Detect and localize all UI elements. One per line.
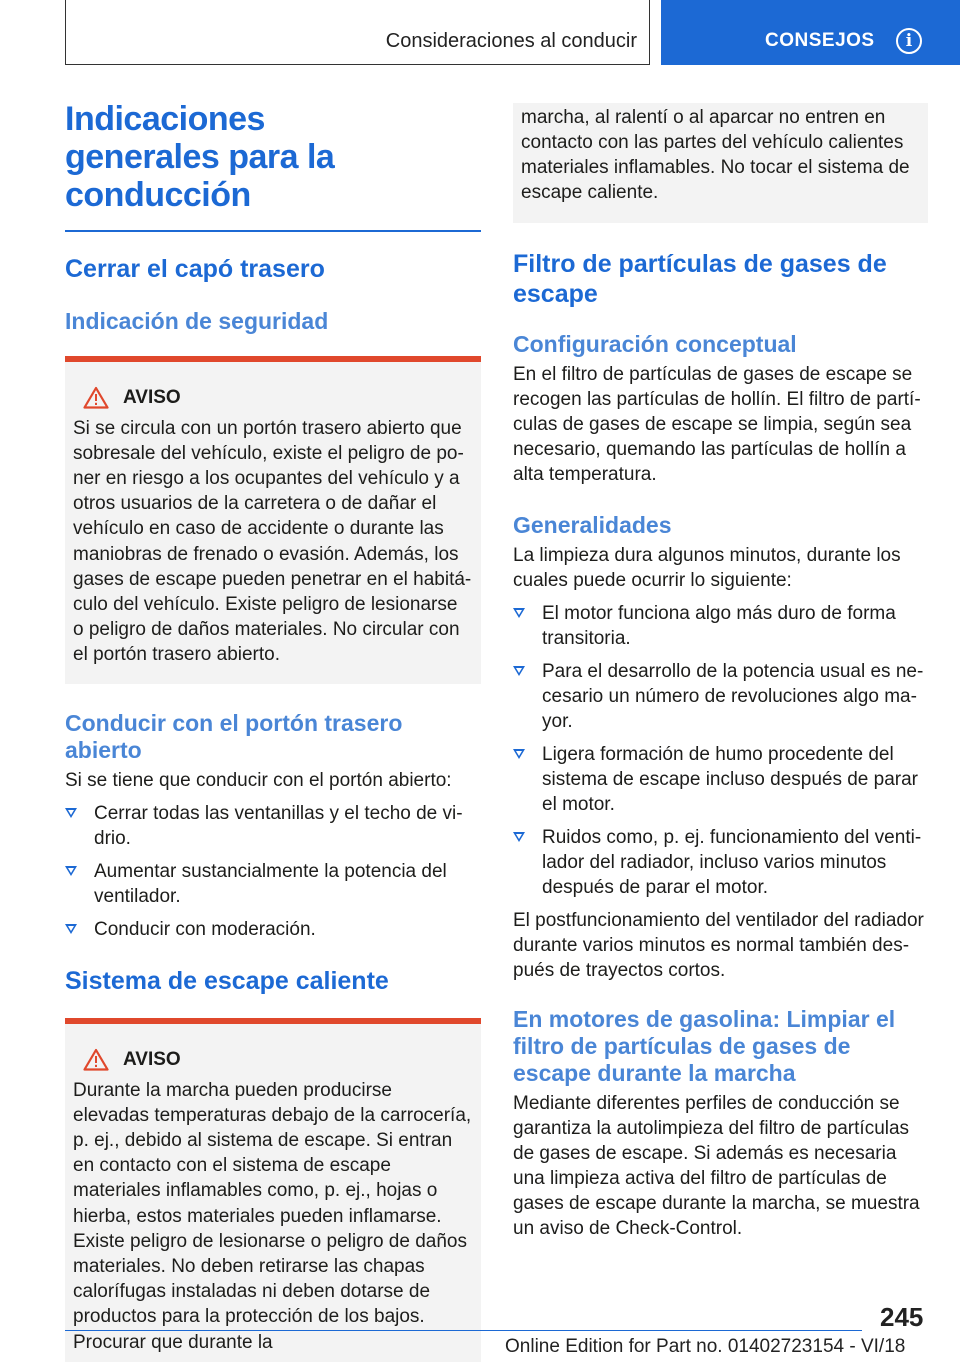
- warning-header: [83, 1048, 473, 1072]
- triangle-bullet-icon: [513, 608, 525, 618]
- warning-box-continued: [513, 103, 928, 223]
- list-item: El motor funciona algo más duro de forma transitoria.: [513, 601, 928, 651]
- heading-indicacion-seguridad: Indicación de seguridad: [65, 307, 329, 334]
- heading-motores-gasolina: En motores de gasolina: Limpiar el filtro de partículas de gases de escape durante la marcha: [513, 1006, 896, 1086]
- list-item: Para el desarrollo de la potencia usual es necesario un número de revoluciones algo mayor.: [513, 659, 928, 734]
- triangle-bullet-icon: [513, 749, 525, 759]
- heading-escape-caliente: Sistema de escape caliente: [65, 966, 389, 995]
- conducir-list: [65, 801, 481, 942]
- configuracion-text: En el filtro de partículas de gases de escape se recogen las partículas de hollín. El filtro de partículas de gases de escape se limpia, según sea necesario, quemando las partículas de hollín a alta temperatura.: [513, 364, 921, 485]
- section-label: CONSEJOS: [765, 30, 875, 51]
- list-item: Ligera formación de humo procedente del sistema de escape incluso después de parar el motor.: [513, 742, 928, 817]
- generalidades-intro: La limpieza dura algunos minutos, durante los cuales puede ocurrir lo siguiente:: [513, 545, 901, 591]
- conducir-intro: Si se tiene que conducir con el portón abierto:: [65, 769, 452, 791]
- info-icon: i: [896, 28, 922, 54]
- warning-box-porton: [65, 356, 481, 684]
- warning-label: AVISO: [123, 1048, 181, 1070]
- triangle-bullet-icon: [65, 924, 77, 934]
- triangle-bullet-icon: [65, 866, 77, 876]
- warning-triangle-icon: [83, 386, 111, 410]
- warning-text-continued: marcha, al ralentí o al aparcar no entren en contacto con las partes del vehículo calientes materiales inflamables. No tocar el sistema de escape caliente.: [521, 107, 910, 203]
- list-item: Aumentar sustancialmente la potencia del ventilador.: [65, 859, 481, 909]
- warning-triangle-icon: [83, 1048, 111, 1072]
- warning-text: Durante la marcha pueden producirse elevadas temperaturas debajo de la carrocería, p. ej., debido al sistema de escape. Si entran en contacto con el sistema de escape materiales inflamables como, p. ej., hojas o hierba, estos materiales pueden inflamarse. Existe peligro de lesionarse o peligro de daños materiales. No deben retirarse las chapas calorífugas instaladas ni deben dotarse de productos para la protección de los bajos. Procurar que durante la: [73, 1079, 472, 1353]
- heading-cerrar-capo: Cerrar el capó trasero: [65, 254, 325, 283]
- header-chapter-box: [65, 0, 650, 65]
- footer-edition: Online Edition for Part no. 01402723154 - VI/18: [505, 1336, 906, 1357]
- list-item: Conducir con moderación.: [65, 917, 481, 942]
- chapter-title: Consideraciones al conducir: [385, 30, 637, 52]
- heading-generalidades: Generalidades: [513, 512, 672, 538]
- gasolina-text: Mediante diferentes perfiles de conducción se garantiza la autolimpieza del filtro de partículas de gases de escape. Si además es necesaria una limpieza activa del filtro de partículas de gases de escape durante la marcha, se muestra un aviso de Check-Control.: [513, 1093, 920, 1239]
- title-rule: [65, 230, 481, 232]
- generalidades-list: [513, 601, 928, 900]
- triangle-bullet-icon: [513, 832, 525, 842]
- triangle-bullet-icon: [513, 666, 525, 676]
- section-tab[interactable]: [661, 0, 960, 65]
- page-number: 245: [880, 1302, 924, 1332]
- heading-conducir-porton: Conducir con el portón trasero abierto: [65, 709, 403, 763]
- left-column: [65, 100, 481, 1362]
- heading-configuracion: Configuración conceptual: [513, 331, 797, 357]
- list-item: Ruidos como, p. ej. funcionamiento del ventilador del radiador, incluso varios minutos después de parar el motor.: [513, 825, 928, 900]
- footer-rule: [65, 1330, 862, 1331]
- heading-filtro-particulas: Filtro de partículas de gases de escape: [513, 250, 887, 308]
- warning-header: [83, 386, 473, 410]
- right-column: [513, 103, 928, 1241]
- warning-label: AVISO: [123, 386, 181, 408]
- list-item: Cerrar todas las ventanillas y el techo de vidrio.: [65, 801, 481, 851]
- page-title: Indicaciones generales para la conducción: [65, 100, 335, 214]
- warning-text: Si se circula con un portón trasero abierto que sobresale del vehículo, existe el peligro de poner en riesgo a los ocupantes del vehículo y a otros usuarios de la carretera o de dañar el vehículo en caso de accidente o durante las maniobras de frenado o evasión. Además, los gases de escape pueden penetrar en el habitáculo del vehículo. Existe peligro de lesionarse o peligro de daños materiales. No circular con el portón trasero abierto.: [73, 417, 472, 666]
- triangle-bullet-icon: [65, 808, 77, 818]
- warning-box-escape: [65, 1018, 481, 1362]
- postfuncionamiento-text: El postfuncionamiento del ventilador del radiador durante varios minutos es normal también después de trayectos cortos.: [513, 910, 924, 981]
